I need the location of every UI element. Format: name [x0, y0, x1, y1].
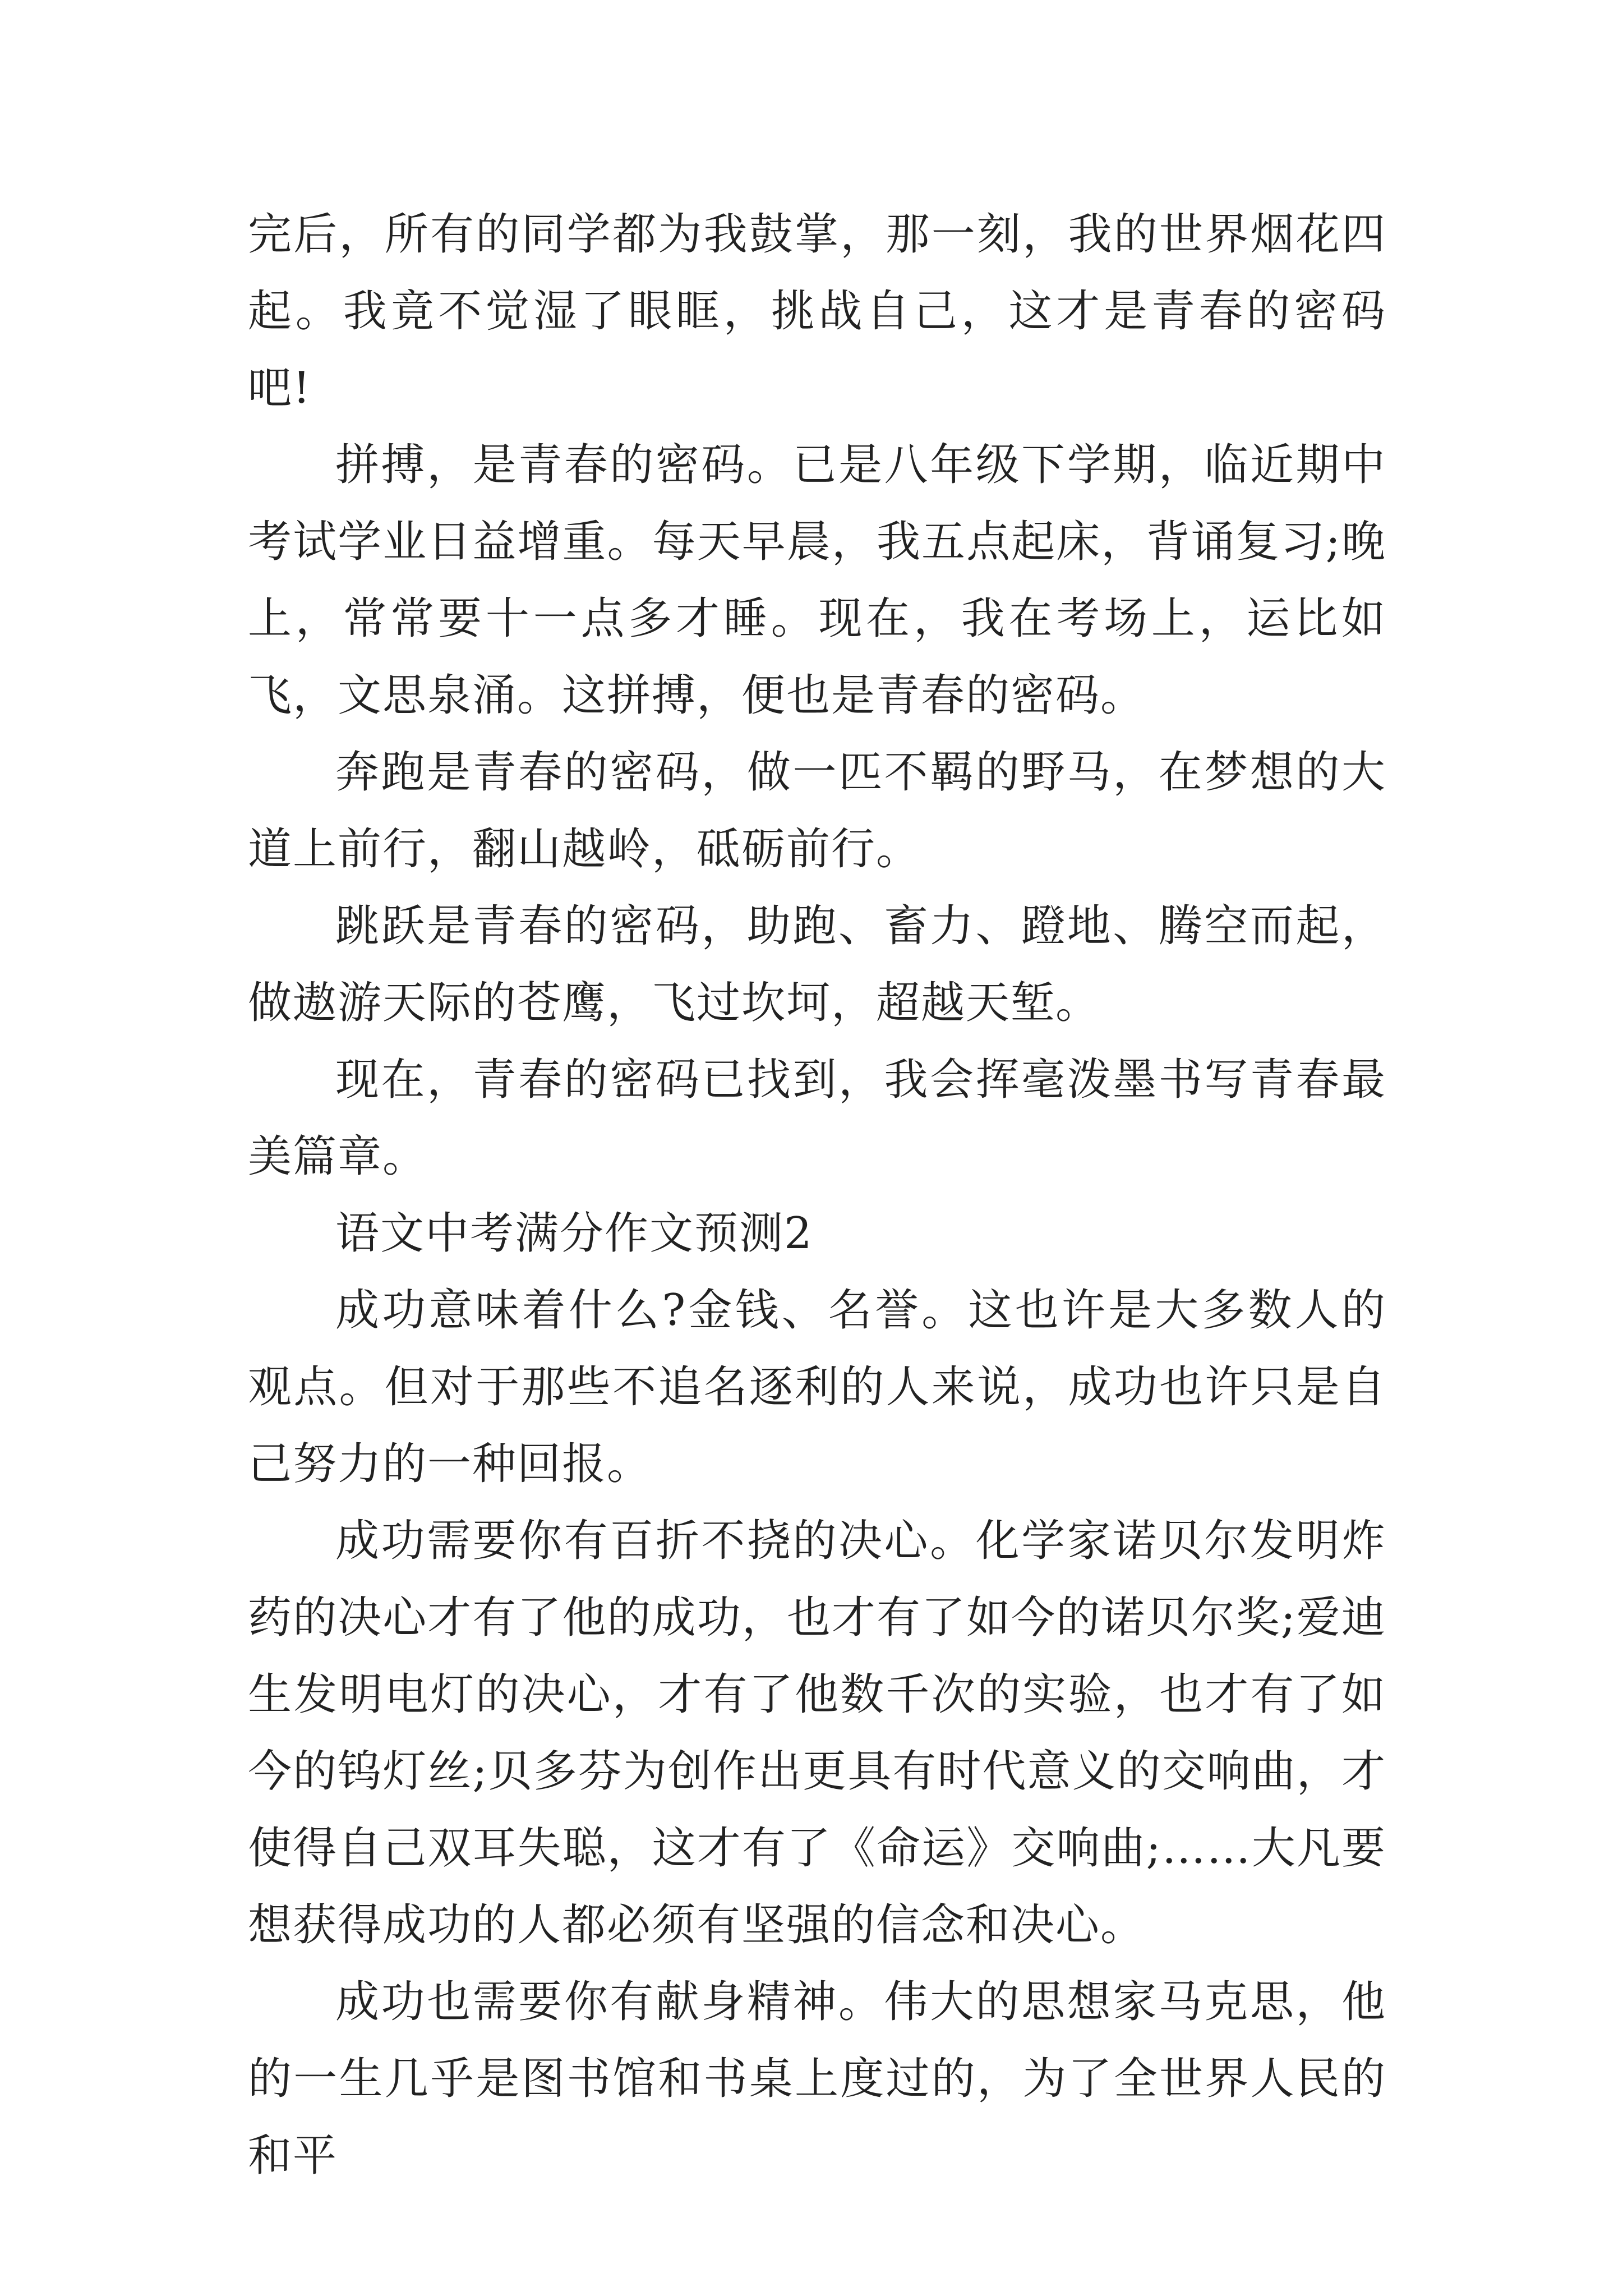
paragraph-dedication: 成功也需要你有献身精神。伟大的思想家马克思，他的一生几乎是图书馆和书桌上度过的，为了全世界人民的和平 — [248, 1977, 1386, 2181]
paragraph-jumping: 跳跃是青春的密码，助跑、畜力、蹬地、腾空而起，做遨游天际的苍鹰，飞过坎坷，超越天堑。 — [248, 901, 1386, 1028]
paragraph-struggle: 拼搏，是青春的密码。已是八年级下学期，临近期中考试学业日益增重。每天早晨，我五点起床，背诵复习;晚上，常常要十一点多才睡。现在，我在考场上，运比如飞，文思泉涌。这拼搏，便也是青春的密码。 — [248, 440, 1386, 721]
paragraph-conclusion: 现在，青春的密码已找到，我会挥毫泼墨书写青春最美篇章。 — [248, 1055, 1386, 1182]
paragraph-determination: 成功需要你有百折不挠的决心。化学家诺贝尔发明炸药的决心才有了他的成功，也才有了如今的诺贝尔奖;爱迪生发明电灯的决心，才有了他数千次的实验，也才有了如今的钨灯丝;贝多芬为创作出更具有时代意义的交响曲，才使得自己双耳失聪，这才有了《命运》交响曲;……大凡要想获得成功的人都必须有坚强的信念和决心。 — [248, 1516, 1386, 1950]
document-body — [248, 196, 1386, 2194]
paragraph-running: 奔跑是青春的密码，做一匹不羁的野马，在梦想的大道上前行，翻山越岭，砥砺前行。 — [248, 747, 1386, 875]
paragraph-continuation: 完后，所有的同学都为我鼓掌，那一刻，我的世界烟花四起。我竟不觉湿了眼眶，挑战自己，这才是青春的密码吧! — [248, 209, 1386, 413]
essay-heading: 语文中考满分作文预测2 — [335, 1208, 813, 1259]
paragraph-success-meaning: 成功意味着什么?金钱、名誉。这也许是大多数人的观点。但对于那些不追名逐利的人来说，成功也许只是自己努力的一种回报。 — [248, 1285, 1386, 1489]
